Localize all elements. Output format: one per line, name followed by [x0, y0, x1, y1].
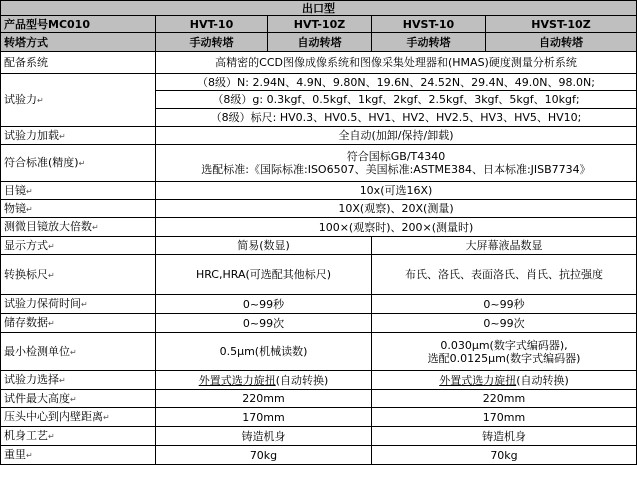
magnification-row	[1, 218, 637, 237]
standard-national: 符合国标GB/T4340	[346, 150, 446, 163]
resolution-right	[372, 333, 637, 371]
weight-label: 重里↵	[1, 446, 156, 465]
loading-label: 试验力加载↵	[1, 127, 156, 145]
loading-row	[1, 127, 637, 145]
system-label: 配备系统	[1, 52, 156, 74]
system-value: 高精密的CCD图像成像系统和图像采集处理器和(HMAS)硬度测量分析系统	[156, 52, 637, 74]
display-row	[1, 237, 637, 255]
weight-right: 70kg	[372, 446, 637, 465]
dwell-row	[1, 295, 637, 314]
display-left: 简易(数显)	[156, 237, 372, 255]
turret-value: 手动转塔	[156, 33, 268, 52]
scale-row	[1, 255, 637, 295]
turret-row	[1, 33, 637, 52]
dwell-left: 0~99秒	[156, 295, 372, 314]
body-left: 铸造机身	[156, 427, 372, 446]
test-force-row	[1, 74, 637, 91]
resolution-left: 0.5μm(机械读数)	[156, 333, 372, 371]
standard-label: 符合标准(精度)↵	[1, 145, 156, 182]
force-select-right: 外置式选力旋扭(自动转换)	[372, 371, 637, 390]
table-title: 出口型	[1, 1, 637, 16]
magnification-value: 100×(观察时)、200×(测量时)	[156, 218, 637, 237]
weight-left: 70kg	[156, 446, 372, 465]
height-label: 试件最大高度↵	[1, 390, 156, 408]
body-row	[1, 427, 637, 446]
height-left: 220mm	[156, 390, 372, 408]
title-row	[1, 1, 637, 16]
resolution-row	[1, 333, 637, 371]
dwell-label: 试验力保荷时间↵	[1, 295, 156, 314]
storage-right: 0~99次	[372, 314, 637, 333]
model-label: 产品型号MC010	[1, 16, 156, 33]
force-select-label: 试验力选择↵	[1, 371, 156, 390]
model-row	[1, 16, 637, 33]
height-right: 220mm	[372, 390, 637, 408]
throat-label: 压头中心到内壁距离↵	[1, 408, 156, 427]
loading-value: 全自动(加卸/保持/卸载)	[156, 127, 637, 145]
storage-row	[1, 314, 637, 333]
body-right: 铸造机身	[372, 427, 637, 446]
force-select-row	[1, 371, 637, 390]
resolution-encoder: 0.030μm(数字式编码器),	[440, 338, 568, 352]
weight-row	[1, 446, 637, 465]
force-select-left: 外置式选力旋扭(自动转换)	[156, 371, 372, 390]
objective-value: 10X(观察)、20X(测量)	[156, 200, 637, 218]
magnification-label: 测微目镜放大倍数↵	[1, 218, 156, 237]
test-force-kgf: （8级）g: 0.3kgf、0.5kgf、1kgf、2kgf、2.5kgf、3kgf、5kgf、10kgf;	[156, 91, 637, 109]
force-knob-text: 外置式选力旋扭	[439, 373, 517, 387]
throat-left: 170mm	[156, 408, 372, 427]
scale-right: 布氏、洛氏、表面洛氏、肖氏、抗拉强度	[372, 255, 637, 295]
model-hvt-10: HVT-10	[156, 16, 268, 33]
model-hvt-10z: HVT-10Z	[268, 16, 372, 33]
eyepiece-value: 10x(可选16X)	[156, 182, 637, 200]
turret-label: 转塔方式	[1, 33, 156, 52]
body-label: 机身工艺↵	[1, 427, 156, 446]
scale-left: HRC,HRA(可选配其他标尺)	[156, 255, 372, 295]
standard-optional: 选配标准:《国际标准:ISO6507、美国标准:ASTME384、日本标准:JISB7734》	[201, 163, 591, 176]
turret-value: 自动转塔	[268, 33, 372, 52]
test-force-n: （8级）N: 2.94N、4.9N、9.80N、19.6N、24.52N、29.4N、49.0N、98.0N;	[156, 74, 637, 91]
storage-left: 0~99次	[156, 314, 372, 333]
scale-label: 转换标尺↵	[1, 255, 156, 295]
throat-right: 170mm	[372, 408, 637, 427]
resolution-label: 最小检测单位↵	[1, 333, 156, 371]
display-label: 显示方式↵	[1, 237, 156, 255]
eyepiece-label: 目镜↵	[1, 182, 156, 200]
resolution-optional: 选配0.0125μm(数字式编码器)	[427, 351, 581, 365]
eyepiece-row	[1, 182, 637, 200]
storage-label: 储存数据↵	[1, 314, 156, 333]
test-force-hv: （8级）标尺: HV0.3、HV0.5、HV1、HV2、HV2.5、HV3、HV5、HV10;	[156, 109, 637, 127]
display-right: 大屏幕液晶数显	[372, 237, 637, 255]
force-knob-text: 外置式选力旋扭	[198, 373, 276, 387]
standard-row	[1, 145, 637, 182]
test-force-label: 试验力↵	[1, 74, 156, 127]
turret-value: 自动转塔	[486, 33, 637, 52]
model-hvst-10z: HVST-10Z	[486, 16, 637, 33]
dwell-right: 0~99秒	[372, 295, 637, 314]
turret-value: 手动转塔	[372, 33, 486, 52]
throat-row	[1, 408, 637, 427]
height-row	[1, 390, 637, 408]
system-row	[1, 52, 637, 74]
objective-label: 物镜↵	[1, 200, 156, 218]
standard-value	[156, 145, 637, 182]
objective-row	[1, 200, 637, 218]
model-hvst-10: HVST-10	[372, 16, 486, 33]
